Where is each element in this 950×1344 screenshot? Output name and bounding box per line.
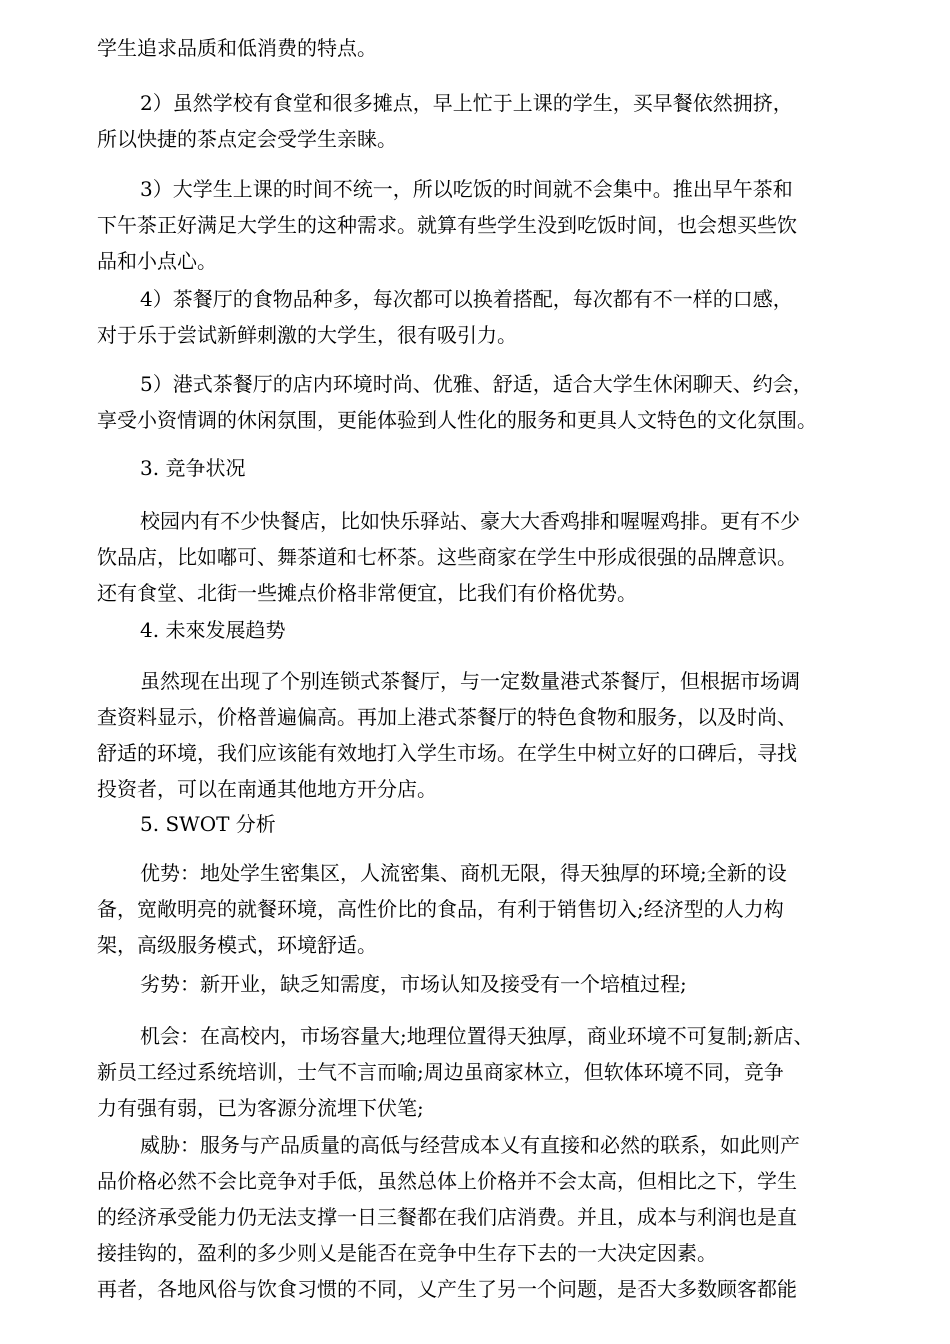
paragraph-4 [97, 281, 857, 353]
heading-text: 3. 竞争状况 [140, 456, 246, 480]
text-line: 劣势：新开业，缺乏知需度，市场认知及接受有一个培植过程; [140, 972, 687, 996]
text-line: 优势：地处学生密集区，人流密集、商机无限，得天独厚的环境;全新的设 [140, 861, 787, 885]
paragraph-threats [97, 1127, 857, 1271]
text-line: 舒适的环境，我们应该能有效地打入学生市场。在学生中树立好的口碑后，寻找 [97, 741, 797, 765]
text-line: 下午茶正好满足大学生的这种需求。就算有些学生没到吃饭时间，也会想买些饮 [97, 213, 797, 237]
text-line: 投资者，可以在南通其他地方开分店。 [97, 777, 437, 801]
text-line: 5）港式茶餐厅的店内环境时尚、优雅、舒适，适合大学生休闲聊天、约会， [140, 372, 813, 396]
text-line: 2）虽然学校有食堂和很多摊点，早上忙于上课的学生，买早餐依然拥挤， [140, 91, 793, 115]
text-line: 饮品店，比如嘟可、舞茶道和七杯茶。这些商家在学生中形成很强的品牌意识。 [97, 545, 797, 569]
text-line: 架，高级服务模式，环境舒适。 [97, 933, 377, 957]
paragraph-5 [97, 366, 857, 438]
text-line: 机会：在高校内，市场容量大;地理位置得天独厚，商业环境不可复制;新店、 [140, 1024, 814, 1048]
section-heading-swot [97, 806, 857, 842]
paragraph-trend [97, 663, 857, 807]
text-line: 品价格必然不会比竞争对手低，虽然总体上价格并不会太高，但相比之下，学生 [97, 1169, 797, 1193]
text-line: 享受小资情调的休闲氛围，更能体验到人性化的服务和更具人文特色的文化氛围。 [97, 408, 817, 432]
heading-text: 4. 未來发展趋势 [140, 618, 286, 642]
paragraph-strengths [97, 855, 857, 963]
text-line: 品和小点心。 [97, 249, 217, 273]
paragraph-opportunities [97, 1018, 857, 1126]
paragraph-weaknesses [97, 966, 857, 1002]
text-line: 备，宽敞明亮的就餐环境，高性价比的食品，有利于销售切入;经济型的人力构 [97, 897, 784, 921]
paragraph-1 [97, 30, 857, 66]
text-line: 4）茶餐厅的食物品种多，每次都可以换着搭配，每次都有不一样的口感， [140, 287, 793, 311]
text-line: 虽然现在出现了个别连锁式茶餐厅，与一定数量港式茶餐厅，但根据市场调 [140, 669, 800, 693]
text-line: 3）大学生上课的时间不统一，所以吃饭的时间就不会集中。推出早午茶和 [140, 177, 793, 201]
paragraph-furthermore [97, 1271, 857, 1307]
text-line: 查资料显示，价格普遍偏高。再加上港式茶餐厅的特色食物和服务，以及时尚、 [97, 705, 797, 729]
section-heading-competition [97, 450, 857, 486]
paragraph-2 [97, 85, 857, 157]
text-line: 新员工经过系统培训，士气不言而喻;周边虽商家林立，但软体环境不同，竞争 [97, 1060, 784, 1084]
paragraph-3 [97, 171, 857, 279]
text-line: 校园内有不少快餐店，比如快乐驿站、豪大大香鸡排和喔喔鸡排。更有不少 [140, 509, 800, 533]
text-line: 还有食堂、北街一些摊点价格非常便宜，比我们有价格优势。 [97, 581, 637, 605]
text-line: 的经济承受能力仍无法支撑一日三餐都在我们店消费。并且，成本与利润也是直 [97, 1205, 797, 1229]
text-line: 接挂钩的，盈利的多少则乂是能否在竞争中生存下去的一大决定因素。 [97, 1241, 717, 1265]
heading-text: 5. SWOT 分析 [140, 812, 276, 836]
text-line: 对于乐于尝试新鲜刺激的大学生，很有吸引力。 [97, 323, 517, 347]
text-line: 力有强有弱，已为客源分流埋下伏笔; [97, 1096, 424, 1120]
section-heading-trend [97, 612, 857, 648]
text-line: 所以快捷的茶点定会受学生亲睐。 [97, 127, 397, 151]
text-line: 再者，各地风俗与饮食习惯的不同，乂产生了另一个问题，是否大多数顾客都能 [97, 1277, 797, 1301]
text-line: 威胁：服务与产品质量的高低与经营成本乂有直接和必然的联系，如此则产 [140, 1133, 800, 1157]
text-line: 学生追求品质和低消费的特点。 [97, 36, 377, 60]
paragraph-competition [97, 503, 857, 611]
